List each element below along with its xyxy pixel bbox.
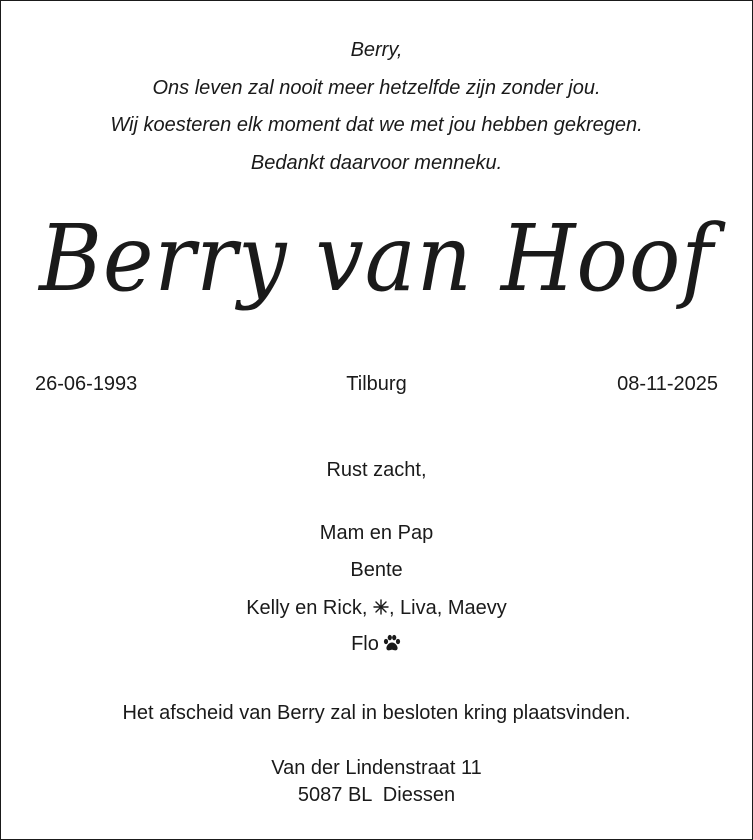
greeting: Rust zacht, — [326, 459, 427, 481]
poem — [1, 32, 752, 182]
death-date: 08-11-2025 — [617, 373, 718, 395]
dates-row — [35, 371, 718, 397]
pet-name: Flo — [351, 633, 379, 655]
address-street: Van der Lindenstraat 11 — [271, 757, 482, 779]
family-line: Mam en Pap — [319, 522, 434, 544]
place: Tilburg — [346, 373, 407, 395]
ceremony-notice: Het afscheid van Berry zal in besloten kring plaatsvinden. — [122, 702, 631, 724]
poem-line: Berry, — [350, 39, 403, 61]
deceased-name: Berry van Hoof — [39, 205, 714, 312]
poem-line: Ons leven zal nooit meer hetzelfde zijn zonder jou. — [152, 76, 601, 99]
star-icon — [373, 596, 389, 612]
family-line — [1, 595, 752, 621]
family-line — [1, 631, 752, 657]
birth-date: 26-06-1993 — [35, 373, 138, 395]
family-names-after: , Liva, Maevy — [388, 597, 507, 619]
poem-line: Wij koesteren elk moment dat we met jou hebben gekregen. — [110, 114, 643, 136]
family-names-before: Kelly en Rick, — [246, 597, 373, 619]
address-postal-city: 5087 BL Diessen — [297, 784, 456, 806]
paw-icon — [382, 633, 402, 653]
family-line: Bente — [350, 559, 403, 581]
poem-line: Bedankt daarvoor menneku. — [250, 151, 503, 174]
